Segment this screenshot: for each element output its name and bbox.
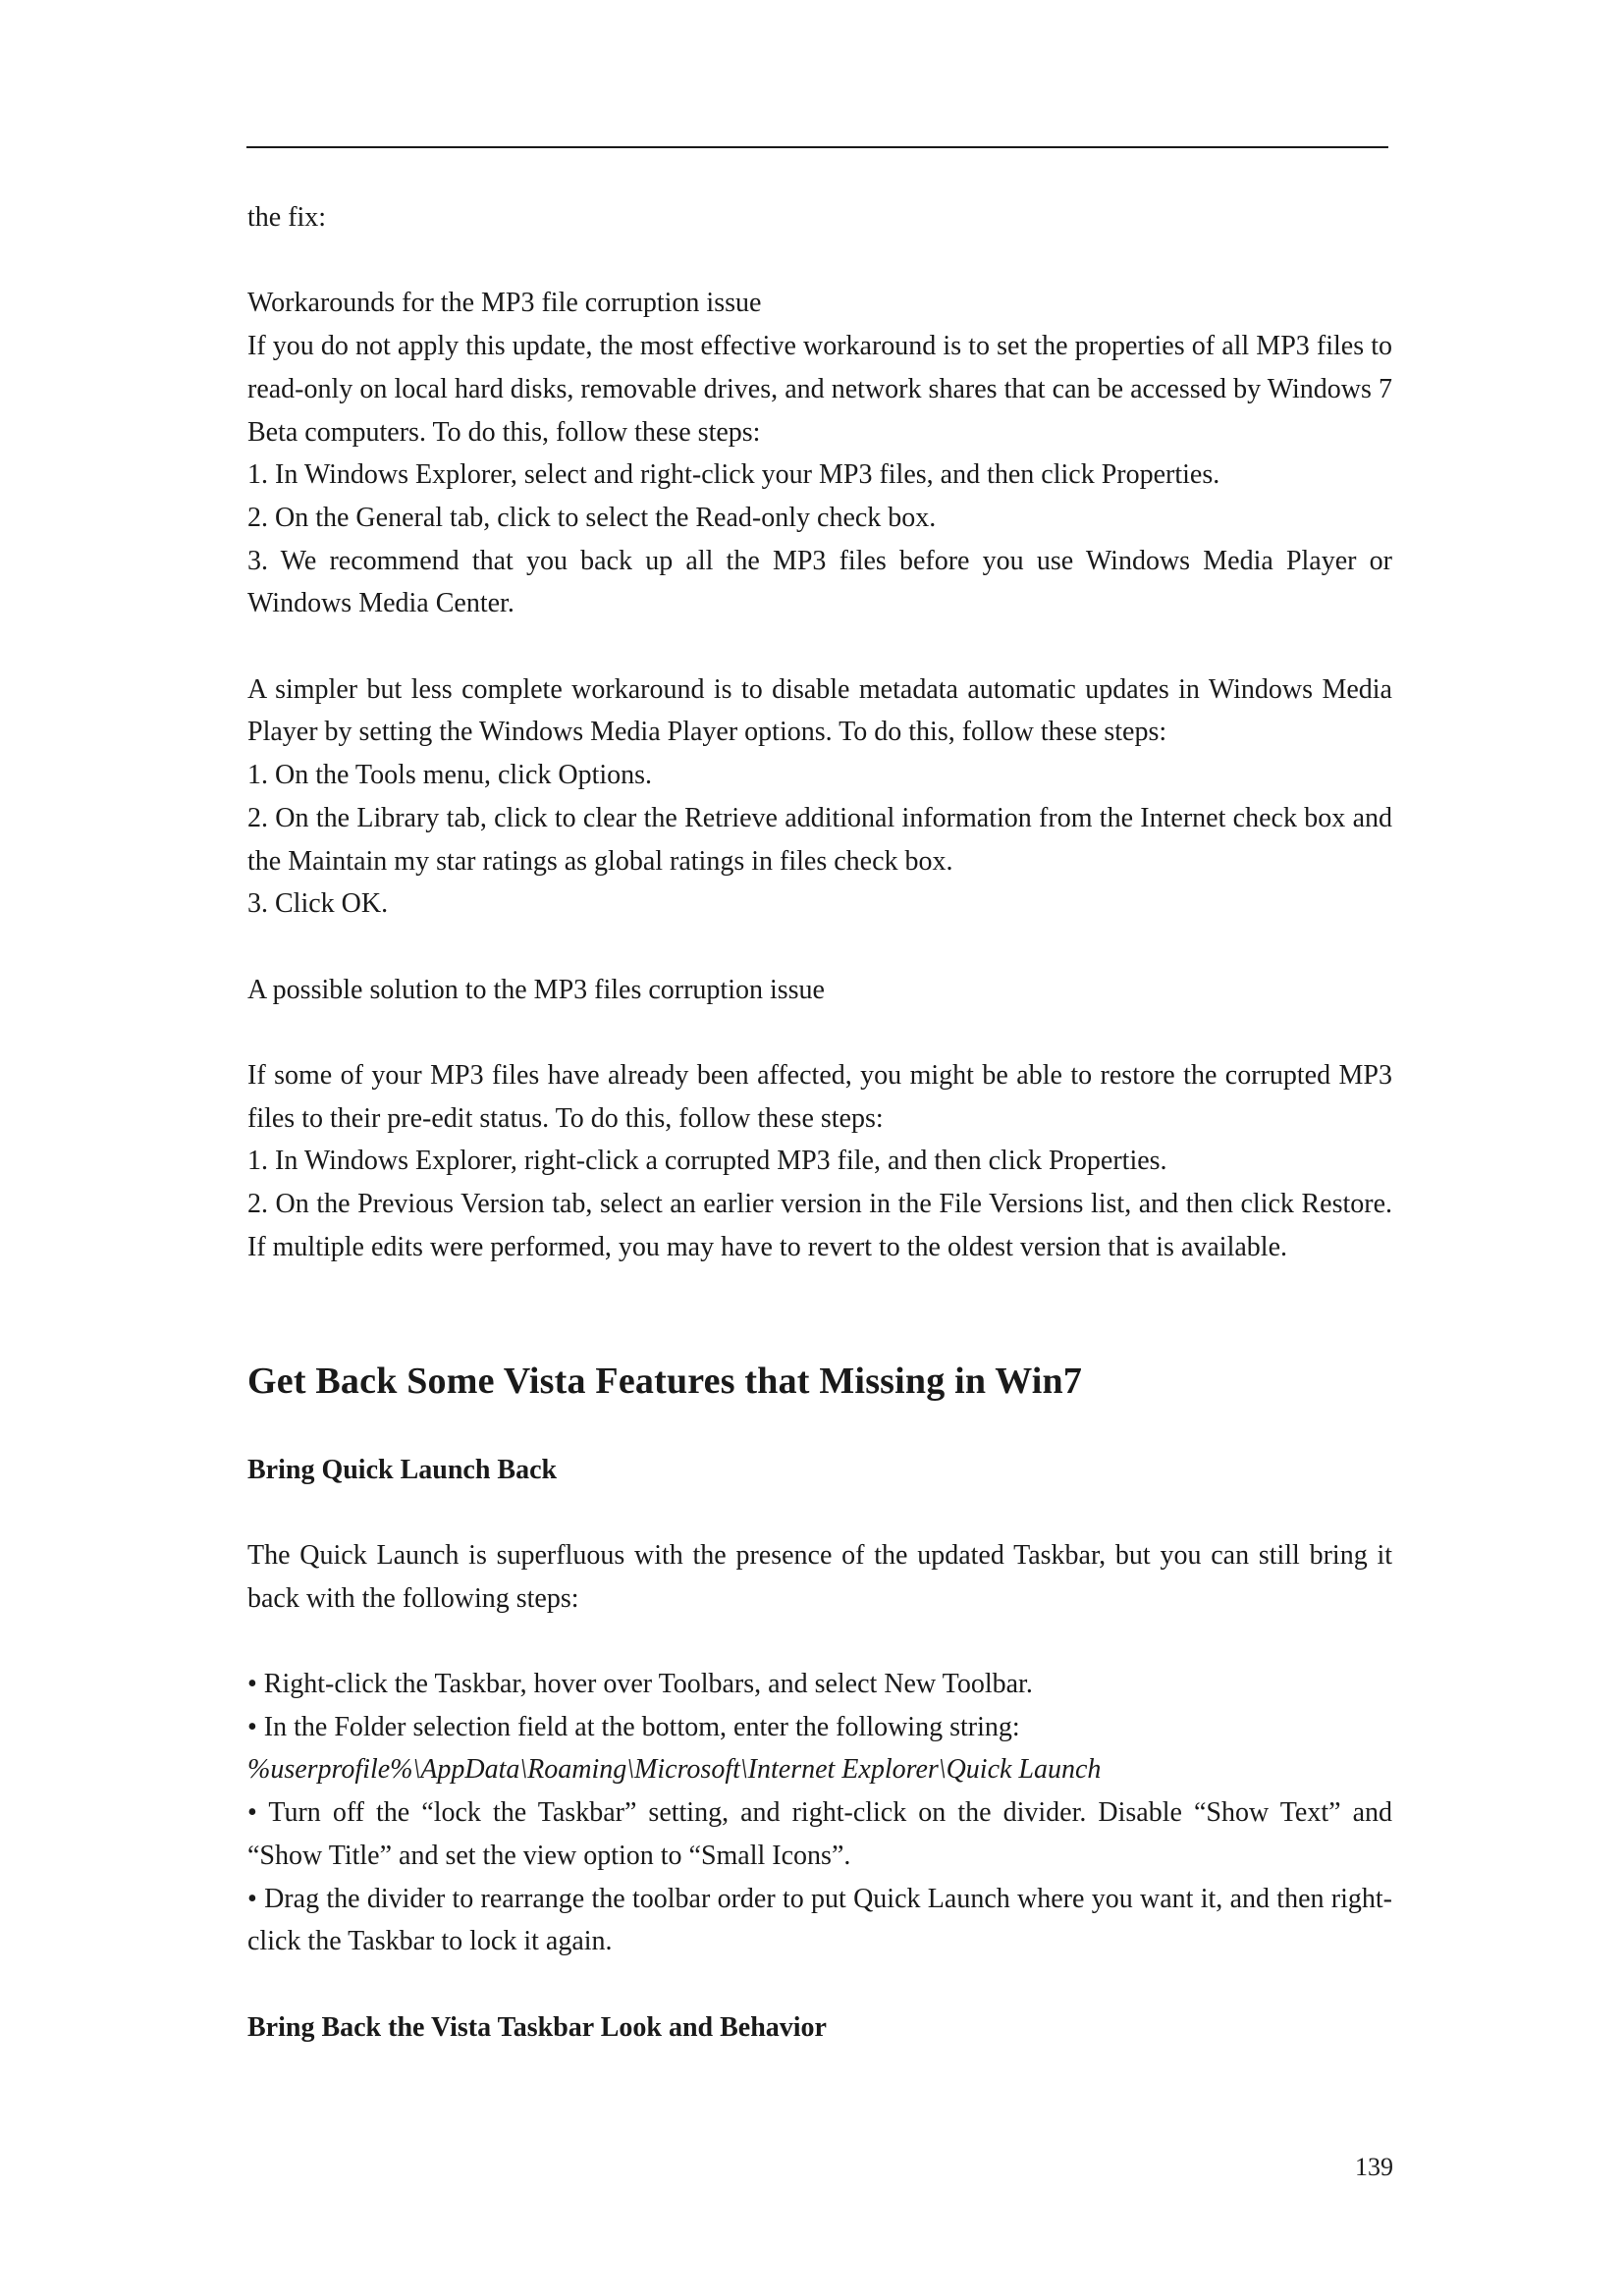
paragraph-workarounds-heading: Workarounds for the MP3 file corruption issue (247, 288, 762, 319)
subsection-title-vista-taskbar: Bring Back the Vista Taskbar Look and Behavior (247, 2011, 827, 2043)
subsection-title-quick-launch: Bring Quick Launch Back (247, 1454, 558, 1485)
section-spacer (247, 1409, 1392, 1449)
blank-line (247, 1011, 1392, 1054)
paragraph-quick-launch-intro: The Quick Launch is superfluous with the presence of the updated Taskbar, but you can still bring it back with the following steps: (247, 1539, 1392, 1614)
paragraph-restore-intro: If some of your MP3 files have already been affected, you might be able to restore the corrupted MP3 files to their pre-edit status. To do this, follow these steps: (247, 1060, 1392, 1134)
blank-line (247, 240, 1392, 283)
bullet-drag-divider: • Drag the divider to rearrange the toolbar order to put Quick Launch where you want it, and then right-click the Taskbar to lock it again. (247, 1883, 1392, 1957)
blank-line (247, 625, 1392, 668)
blank-line (247, 1963, 1392, 2006)
paragraph-tools-step-3: 3. Click OK. (247, 888, 389, 920)
blank-line (247, 1620, 1392, 1663)
page-content (247, 196, 1392, 2049)
paragraph-step-3: 3. We recommend that you back up all the MP3 files before you use Windows Media Player or Windows Media Center. (247, 545, 1392, 619)
paragraph-restore-step-2: 2. On the Previous Version tab, select an earlier version in the File Versions list, and then click Restore. If multiple edits were performed, you may have to revert to the oldest version that is available. (247, 1189, 1392, 1262)
bullet-folder-selection: • In the Folder selection field at the bottom, enter the following string: (247, 1711, 1020, 1742)
bullet-lock-taskbar: • Turn off the “lock the Taskbar” setting, and right-click on the divider. Disable “Show Text” and “Show Title” and set the view option to “Small Icons”. (247, 1797, 1392, 1871)
paragraph-workaround-intro: If you do not apply this update, the most effective workaround is to set the properties of all MP3 files to read-only on local hard disks, removable drives, and network shares that can be accessed by Windows 7 Beta computers. To do this, follow these steps: (247, 331, 1392, 448)
paragraph-possible-solution: A possible solution to the MP3 files corruption issue (247, 974, 825, 1005)
blank-line (247, 926, 1392, 969)
path-string: %userprofile%\AppData\Roaming\Microsoft\Internet Explorer\Quick Launch (247, 1754, 1102, 1786)
paragraph-restore-step-1: 1. In Windows Explorer, right-click a corrupted MP3 file, and then click Properties. (247, 1146, 1167, 1177)
paragraph-fix: the fix: (247, 202, 327, 233)
page-number: 139 (1355, 2153, 1393, 2181)
paragraph-step-2: 2. On the General tab, click to select the Read-only check box. (247, 502, 937, 533)
bullet-new-toolbar: • Right-click the Taskbar, hover over Toolbars, and select New Toolbar. (247, 1669, 1033, 1699)
paragraph-tools-step-1: 1. On the Tools menu, click Options. (247, 760, 653, 791)
header-rule (246, 146, 1388, 148)
section-title: Get Back Some Vista Features that Missing in Win7 (247, 1360, 1083, 1402)
paragraph-tools-step-2: 2. On the Library tab, click to clear the Retrieve additional information from the Internet check box and the Maintain my star ratings as global ratings in files check box. (247, 802, 1392, 877)
section-spacer (247, 1269, 1392, 1354)
paragraph-simpler-workaround: A simpler but less complete workaround is to disable metadata automatic updates in Windows Media Player by setting the Windows Media Player options. To do this, follow these steps: (247, 673, 1392, 748)
paragraph-step-1: 1. In Windows Explorer, select and right-click your MP3 files, and then click Properties. (247, 459, 1220, 491)
blank-line (247, 1491, 1392, 1534)
